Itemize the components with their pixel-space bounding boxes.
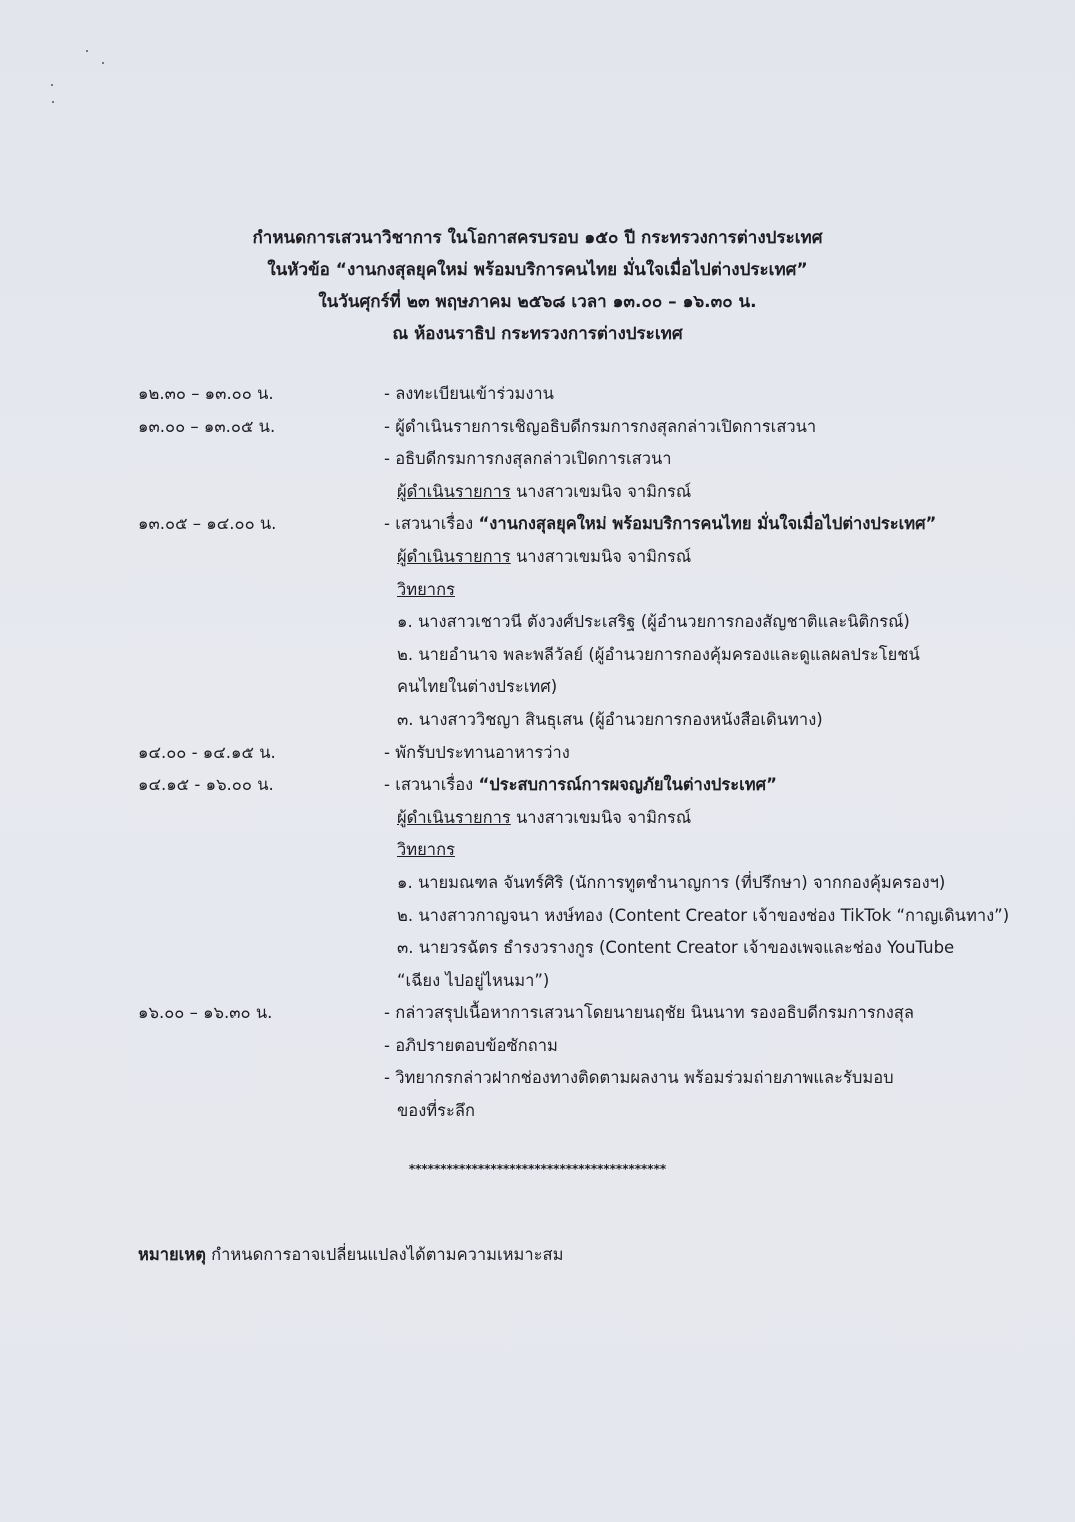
schedule-row — [0, 378, 1075, 411]
time-slot: ๑๖.๐๐ – ๑๖.๓๐ น. — [138, 1003, 273, 1023]
moderator-name: นางสาวเขมนิจ จามิกรณ์ — [510, 546, 692, 566]
agenda-prefix: - เสวนาเรื่อง — [384, 775, 479, 795]
speaker-item: ๑. นายมณฑล จันทร์ศิริ (นักการทูตชำนาญการ (ที่ปรึกษา) จากกองคุ้มครองฯ) — [397, 872, 946, 892]
schedule-row — [0, 867, 1075, 900]
schedule-row — [0, 932, 1075, 965]
schedule-row — [0, 443, 1075, 476]
schedule-row — [0, 411, 1075, 444]
speaker-item: ๒. นายอำนาจ พละพลีวัลย์ (ผู้อำนวยการกองคุ้มครองและดูแลผลประโยชน์ — [397, 644, 920, 664]
speaker-item: ๓. นางสาววิชญา สินธุเสน (ผู้อำนวยการกองหนังสือเดินทาง) — [397, 709, 823, 729]
schedule-row — [0, 541, 1075, 574]
agenda-item: - วิทยากรกล่าวฝากช่องทางติดตามผลงาน พร้อมร่วมถ่ายภาพและรับมอบ — [384, 1068, 894, 1088]
agenda-item — [384, 508, 936, 541]
speaker-item: ๓. นายวรฉัตร ธำรงวรางกูร (Content Creator เจ้าของเพจและช่อง YouTube — [397, 938, 955, 958]
header-line: ในวันศุกร์ที่ ๒๓ พฤษภาคม ๒๕๖๘ เวลา ๑๓.๐๐ – ๑๖.๓๐ น. — [318, 292, 757, 312]
schedule-row — [0, 997, 1075, 1030]
schedule-row — [0, 1095, 1075, 1128]
moderator-name: นางสาวเขมนิจ จามิกรณ์ — [510, 481, 692, 501]
header-line: กำหนดการเสวนาวิชาการ ในโอกาสครบรอบ ๑๕๐ ปี กระทรวงการต่างประเทศ — [252, 228, 823, 248]
schedule-row — [0, 476, 1075, 509]
agenda-item — [384, 769, 777, 802]
time-slot: ๑๒.๓๐ – ๑๓.๐๐ น. — [138, 384, 274, 403]
moderator-label: ผู้ดำเนินรายการ — [397, 807, 511, 827]
schedule-row — [0, 1030, 1075, 1063]
speakers-label: วิทยากร — [397, 840, 455, 860]
schedule-row — [0, 900, 1075, 933]
scan-speck — [86, 50, 88, 52]
schedule — [0, 378, 1075, 1128]
moderator-line — [397, 802, 691, 835]
speakers-label: วิทยากร — [397, 579, 455, 599]
schedule-row — [0, 704, 1075, 737]
moderator-label: ผู้ดำเนินรายการ — [397, 546, 511, 566]
agenda-item: - กล่าวสรุปเนื้อหาการเสวนาโดยนายนฤชัย นินนาท รองอธิบดีกรมการกงสุล — [384, 1003, 914, 1023]
agenda-item: - อธิบดีกรมการกงสุลกล่าวเปิดการเสวนา — [384, 449, 672, 469]
time-slot: ๑๓.๐๕ – ๑๔.๐๐ น. — [138, 514, 277, 534]
schedule-row — [0, 1062, 1075, 1095]
document-header — [0, 222, 1075, 350]
agenda-item: - ผู้ดำเนินรายการเชิญอธิบดีกรมการกงสุลกล่าวเปิดการเสวนา — [384, 416, 817, 436]
panel-topic: “ประสบการณ์การผจญภัยในต่างประเทศ” — [478, 775, 777, 795]
schedule-row — [0, 574, 1075, 607]
time-slot: ๑๓.๐๐ – ๑๓.๐๕ น. — [138, 416, 276, 436]
footnote — [138, 1242, 563, 1268]
schedule-row — [0, 802, 1075, 835]
schedule-row — [0, 769, 1075, 802]
time-slot: ๑๔.๐๐ - ๑๔.๑๕ น. — [138, 742, 276, 762]
separator-line: ***************************************** — [408, 1162, 667, 1176]
speaker-item: ๑. นางสาวเชาวนี ตังวงศ์ประเสริฐ (ผู้อำนวยการกองสัญชาติและนิติกรณ์) — [397, 612, 910, 632]
header-line: ณ ห้องนราธิป กระทรวงการต่างประเทศ — [392, 324, 683, 344]
agenda-item-continued: ของที่ระลึก — [397, 1101, 475, 1121]
panel-topic: “งานกงสุลยุคใหม่ พร้อมบริการคนไทย มั่นใจเมื่อไปต่างประเทศ” — [478, 514, 937, 534]
schedule-row — [0, 508, 1075, 541]
agenda-item: - พักรับประทานอาหารว่าง — [384, 742, 570, 762]
moderator-name: นางสาวเขมนิจ จามิกรณ์ — [510, 807, 692, 827]
schedule-row — [0, 671, 1075, 704]
schedule-row — [0, 737, 1075, 770]
schedule-row — [0, 639, 1075, 672]
note-text: กำหนดการอาจเปลี่ยนแปลงได้ตามความเหมาะสม — [205, 1245, 564, 1264]
moderator-label: ผู้ดำเนินรายการ — [397, 481, 511, 501]
scan-speck — [51, 84, 53, 86]
agenda-item: - ลงทะเบียนเข้าร่วมงาน — [384, 384, 554, 403]
moderator-line — [397, 541, 691, 574]
schedule-row — [0, 606, 1075, 639]
schedule-row — [0, 965, 1075, 998]
moderator-line — [397, 476, 691, 509]
scan-speck — [102, 62, 104, 64]
note-label: หมายเหตุ — [138, 1245, 206, 1264]
agenda-item: - อภิปรายตอบข้อซักถาม — [384, 1035, 558, 1055]
header-line: ในหัวข้อ “งานกงสุลยุคใหม่ พร้อมบริการคนไทย มั่นใจเมื่อไปต่างประเทศ” — [267, 260, 808, 280]
agenda-prefix: - เสวนาเรื่อง — [384, 514, 479, 534]
time-slot: ๑๔.๑๕ - ๑๖.๐๐ น. — [138, 775, 274, 795]
speaker-item-continued: “เฉียง ไปอยู่ไหนมา”) — [397, 970, 550, 990]
speaker-item-continued: คนไทยในต่างประเทศ) — [397, 677, 558, 697]
schedule-row — [0, 834, 1075, 867]
speaker-item: ๒. นางสาวกาญจนา หงษ์ทอง (Content Creator เจ้าของช่อง TikTok “กาญเดินทาง”) — [397, 905, 1010, 925]
scan-speck — [52, 101, 54, 103]
